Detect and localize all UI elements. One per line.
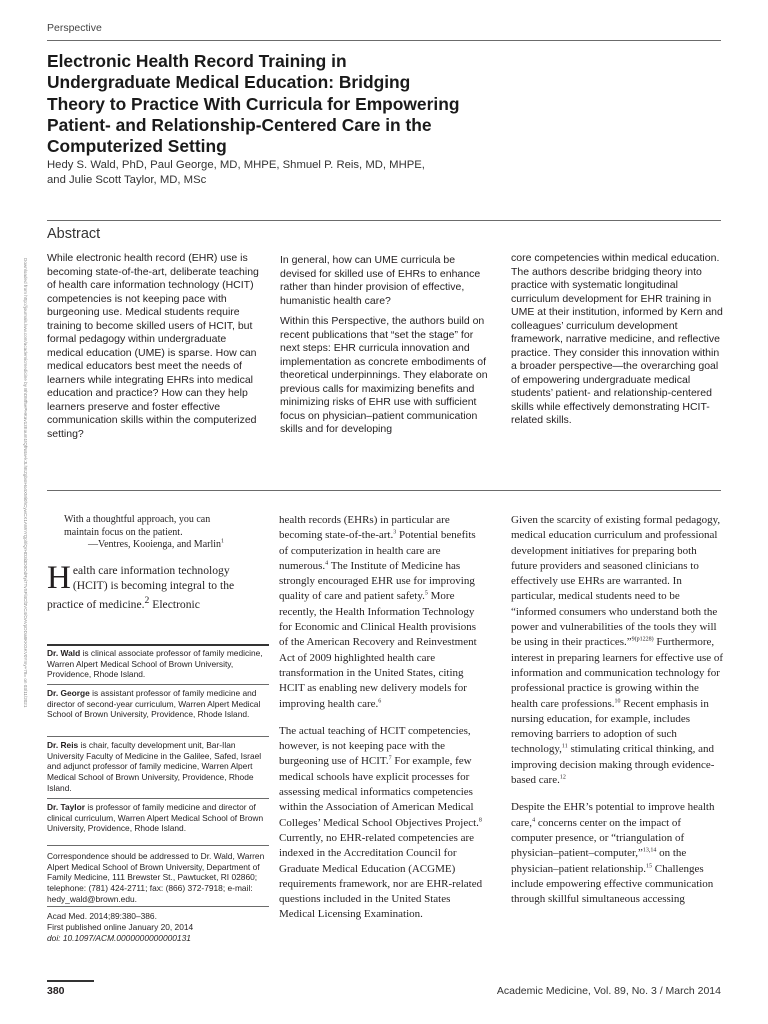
journal-citation: Acad Med. 2014;89:380–386. [47, 911, 157, 921]
epigraph-attribution [64, 539, 274, 552]
body-text: Furthermore, interest in preparing learners for effective use of information and communication technology for professional practice is growing within the health care professions. [511, 636, 724, 710]
epigraph-line: maintain focus on the patient. [64, 526, 183, 538]
body-text: stimulating critical thinking, and improving decision making through evidence-based care. [511, 743, 715, 787]
body-column [279, 513, 484, 935]
drop-cap: H [47, 560, 71, 596]
reference-marker: 6 [378, 697, 382, 704]
body-text: More recently, the Health Information Technology for Economic and Clinical Health provisions of the American Recovery and Reinvestment Act of 2009 highlighted health care transformation in the United States, citing HCIT as enabling new delivery models for improving health care. [279, 590, 477, 710]
section-label: Perspective [47, 22, 102, 34]
bio-top-rule [47, 644, 269, 646]
header-rule [47, 40, 721, 41]
body-text: Potential benefits of computerization in health care are numerous. [279, 529, 476, 572]
abstract-paragraph: While electronic health record (EHR) use is becoming state-of-the-art, deliberate teaching of health care information technology (HCIT) competencies is not keeping pace with burgeoning use. Medical students require training to become skilled users of HCIT, but formal pedagogy within undergraduate medical education (UME) is sparse. How can medical educators best meet the needs of learners while integrating EHRs into medical education and practice? How can they help learners preserve and foster effective communication skills within the computerized setting? [47, 252, 259, 440]
reference-marker: 4 [325, 560, 329, 567]
author-bio [47, 802, 269, 834]
body-text: concerns center on the impact of computer presence, or “triangulation of physician–patient–computer,” [511, 816, 685, 860]
author-bio [47, 688, 269, 720]
abstract-column [47, 252, 262, 448]
body-text: Recent emphasis in nursing education, for example, includes removing barriers to adoption of such technology, [511, 697, 709, 756]
bio-name: Dr. Taylor [47, 802, 86, 812]
body-text: For example, few medical schools have explicit processes for assessing medical informatics competencies within the Association of American Medical Colleges’ Medical School Objectives Project. [279, 755, 479, 829]
download-note-text: Downloaded from http://journals.lww.com/academicmedicine by BhDMf5ePHKav1zEoum1tQfN4a+kJLhEZgbsIHo4XMi0hCywCX1AWnYQp/IlQrHD3i3D0OdRyi7TvSFl4Cf3VC4/OAVpDDa8KKGKV0Ymy+78= on 03/11/2021 [23, 258, 28, 708]
abstract-paragraph: core competencies within medical education. The authors describe bridging theory into practice with systematic longitudinal curriculum development for EHR training in UME at their institution, informed by Kern and colleagues’ curriculum development framework, narrative medicine, and reflective practice. They consider this innovation within a broader perspective—the overarching goal of empowering undergraduate medical students’ patient- and relationship-centered skills while effectively demonstrating HCIT-related skills. [511, 252, 723, 426]
abstract-paragraph: In general, how can UME curricula be devised for skilled use of EHRs to enhance rather than hinder provision of effective, humanistic health care? [280, 254, 481, 307]
bio-text: is clinical associate professor of family medicine, Warren Alpert Medical School of Brown University, Providence, Rhode Island. [47, 648, 263, 680]
footer-rule [47, 980, 94, 982]
lead-paragraph [47, 560, 267, 612]
reference-marker: 4 [532, 816, 536, 823]
bio-divider [47, 798, 269, 799]
body-column [511, 513, 724, 919]
author-list [47, 158, 487, 188]
reference-marker: 10 [614, 697, 621, 704]
bio-name: Dr. George [47, 688, 90, 698]
epigraph-author: —Ventres, Kooienga, and Marlin [88, 539, 222, 550]
bio-text: is chair, faculty development unit, Bar-Ilan University Faculty of Medicine in the Galilee, Safed, Israel and adjunct professor of family medicine, Warren Alpert Medical School of Brown University, Providence, Rhode Island. [47, 740, 262, 793]
bio-name: Dr. Reis [47, 740, 79, 750]
abstract-heading: Abstract [47, 226, 101, 242]
body-text: Given the scarcity of existing formal pedagogy, medical education curriculum and professional development initiatives for preparing both future providers and seasoned clinicians to effectively use EHRs are warranted. In particular, medical students need to be “informed consumers who understand both the power and vulnerabilities of the tools they will be using in their practices.” [511, 514, 721, 649]
body-text: on the physician–patient relationship. [511, 847, 687, 875]
doi-link[interactable]: doi: 10.1097/ACM.0000000000000131 [47, 933, 191, 943]
correspondence: Correspondence should be addressed to Dr. Wald, Warren Alpert Medical School of Brown University, Department of Family Medicine, 111 Brewster St., Pawtucket, RI 02860; telephone: (781) 424-2711; fax: (866) 372-7918; e-mail: hedy_wald@brown.edu. [47, 851, 265, 904]
reference-marker: 12 [559, 774, 566, 781]
bio-divider [47, 845, 269, 846]
body-text: Currently, no EHR-related competencies are indexed in the Accreditation Council for Graduate Medical Education (ACGME) requirements framework, nor are EHR-related questions included in the United States Medical Licensing Examination. [279, 831, 483, 921]
reference-marker: 3 [393, 529, 397, 536]
reference-marker: 9(p1228) [631, 636, 654, 643]
body-text: Despite the EHR’s potential to improve health care, [511, 801, 715, 829]
body-text: The actual teaching of HCIT competencies, however, is not keeping pace with the burgeoning use of HCIT. [279, 724, 471, 768]
reference-marker: 7 [388, 755, 392, 762]
body-paragraph [511, 800, 724, 907]
abstract-bottom-rule [47, 490, 721, 491]
reference-marker: 13,14 [642, 847, 657, 854]
bio-name: Dr. Wald [47, 648, 81, 658]
bio-divider [47, 736, 269, 737]
reference-marker: 2 [144, 595, 150, 607]
reference-marker: 15 [646, 862, 653, 869]
author-bio [47, 648, 269, 680]
author-line: Hedy S. Wald, PhD, Paul George, MD, MHPE, Shmuel P. Reis, MD, MHPE, [47, 159, 425, 171]
author-line: and Julie Scott Taylor, MD, MSc [47, 174, 207, 186]
journal-footer: Academic Medicine, Vol. 89, No. 3 / March 2014 [496, 985, 721, 997]
article-title: Electronic Health Record Training in Undergraduate Medical Education: Bridging Theory to Practice With Curricula for Empowering Patient- and Relationship-Centered Care in the Computerized Setting [47, 51, 460, 157]
citation-info [47, 911, 269, 944]
lead-text: ealth care information technology (HCIT) is becoming integral to the practice of medicine. [47, 564, 235, 612]
bio-text: is professor of family medicine and director of clinical curriculum, Warren Alpert Medical School of Brown University, Providence, Rhode Island. [47, 802, 264, 834]
epigraph-line: With a thoughtful approach, you can [64, 514, 211, 525]
abstract-column [511, 252, 725, 435]
body-text: Challenges include empowering effective communication through skillful simultaneous accessing [511, 862, 714, 906]
page-number: 380 [47, 985, 65, 997]
lead-text-tail: Electronic [149, 598, 200, 612]
bio-divider [47, 906, 269, 907]
publication-date: First published online January 20, 2014 [47, 922, 194, 932]
reference-marker: 5 [424, 590, 428, 597]
body-paragraph [279, 513, 484, 712]
body-text: The Institute of Medicine has strongly encouraged EHR use for improving quality of care and patient safety. [279, 559, 475, 603]
body-paragraph [511, 513, 724, 788]
abstract-paragraph: Within this Perspective, the authors build on recent publications that “set the stage” for next steps: EHR curricula innovation and implementation as concrete embodiments of theoretical underpinnings. They elaborate on previous calls for maximizing benefits and minimizing risks of EHR use with sufficient focus on physician–patient communication skills and for developing [280, 315, 488, 435]
reference-marker: 11 [561, 743, 568, 750]
reference-marker: 8 [478, 816, 482, 823]
body-paragraph [279, 724, 484, 923]
abstract-top-rule [47, 220, 721, 221]
bio-text: is assistant professor of family medicine and director of second-year curriculum, Warren Alpert Medical School of Brown University, Providence, Rhode Island. [47, 688, 261, 720]
epigraph [64, 514, 274, 552]
body-text: health records (EHRs) in particular are becoming state-of-the-art. [279, 514, 450, 542]
abstract-column [280, 254, 490, 444]
reference-marker: 1 [221, 538, 225, 545]
bio-divider [47, 684, 269, 685]
author-bio [47, 740, 269, 794]
